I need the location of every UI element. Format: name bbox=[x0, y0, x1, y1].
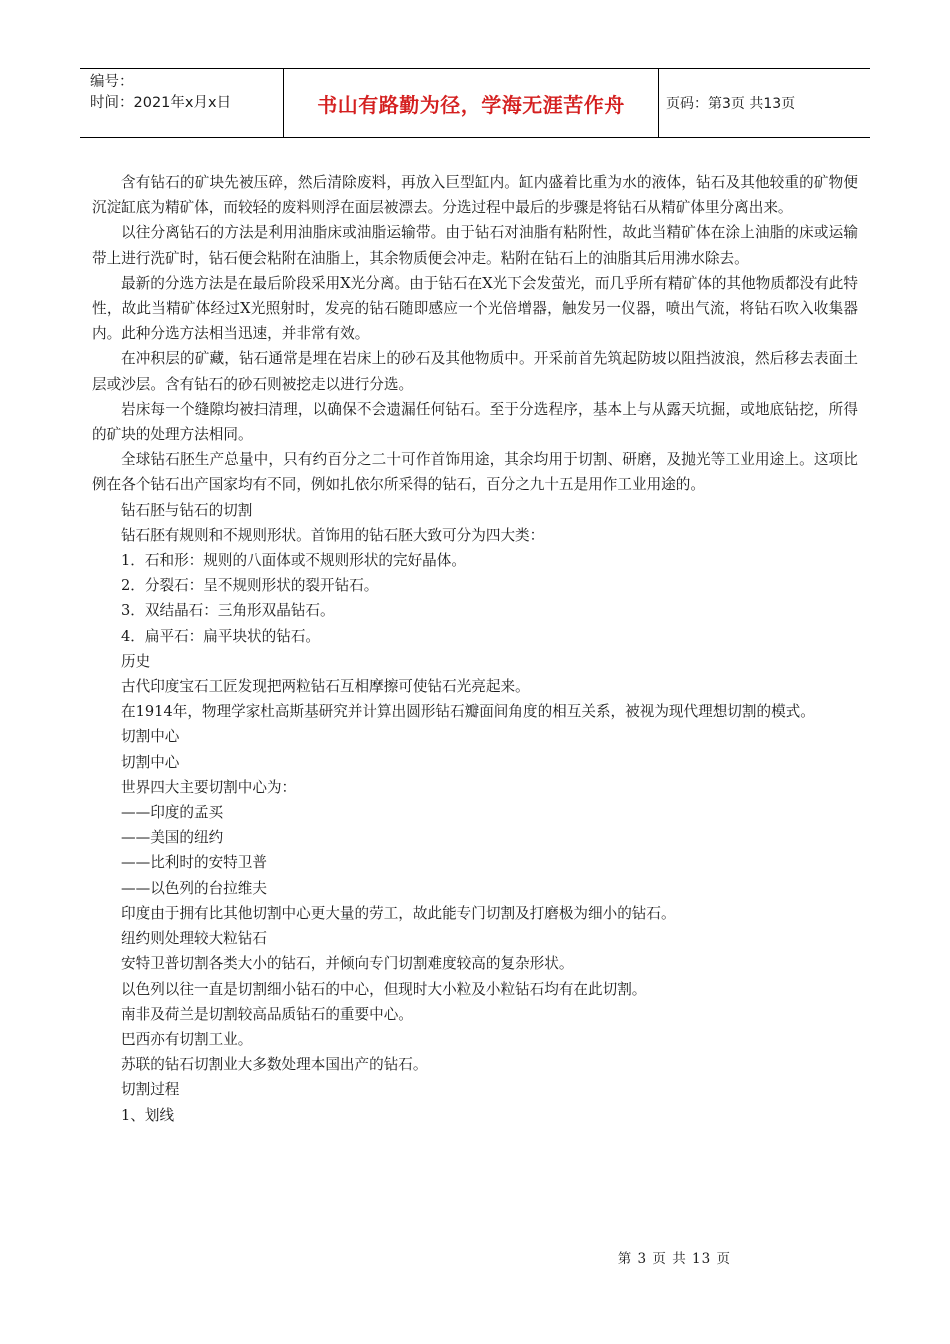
page-footer-number: 第 3 页 共 13 页 bbox=[617, 1251, 731, 1267]
document-body bbox=[92, 170, 858, 1128]
body-paragraph: 岩床每一个缝隙均被扫清理，以确保不会遗漏任何钻石。至于分选程序，基本上与从露天坑掘，或地底钻挖，所得的矿块的处理方法相同。 bbox=[92, 400, 858, 444]
body-paragraph: 切割中心 bbox=[121, 728, 180, 746]
body-paragraph: 巴西亦有切割工业。 bbox=[121, 1030, 253, 1048]
body-paragraph: 含有钻石的矿块先被压碎，然后清除废料，再放入巨型缸内。缸内盛着比重为水的液体，钻石及其他较重的矿物便沉淀缸底为精矿体，而较轻的废料则浮在面层被漂去。分选过程中最后的步骤是将钻石从精矿体里分离出来。 bbox=[92, 174, 858, 217]
body-paragraph: 在1914年，物理学家杜高斯基研究并计算出圆形钻石瓣面间角度的相互关系，被视为现代理想切割的模式。 bbox=[121, 703, 815, 721]
body-paragraph: 世界四大主要切割中心为： bbox=[121, 778, 297, 796]
body-paragraph: 印度由于拥有比其他切割中心更大量的劳工，故此能专门切割及打磨极为细小的钻石。 bbox=[121, 904, 676, 922]
body-paragraph: 以色列以往一直是切割细小钻石的中心，但现时大小粒及小粒钻石均有在此切割。 bbox=[121, 980, 647, 998]
header-page-info: 页码：第3页 共13页 bbox=[666, 96, 796, 112]
body-paragraph: 3．双结晶石：三角形双晶钻石。 bbox=[121, 602, 335, 620]
body-paragraph: 4．扁平石：扁平块状的钻石。 bbox=[121, 627, 321, 645]
body-paragraph: ——印度的孟买 bbox=[121, 804, 224, 822]
body-paragraph: 安特卫普切割各类大小的钻石，并倾向专门切割难度较高的复杂形状。 bbox=[121, 955, 574, 973]
body-paragraph: 钻石胚与钻石的切割 bbox=[121, 501, 253, 519]
body-paragraph: 切割中心 bbox=[121, 753, 180, 771]
body-paragraph: 钻石胚有规则和不规则形状。首饰用的钻石胚大致可分为四大类： bbox=[121, 526, 545, 544]
body-paragraph: 1．石和形：规则的八面体或不规则形状的完好晶体。 bbox=[121, 552, 466, 570]
body-paragraph: ——以色列的台拉维夫 bbox=[121, 879, 267, 897]
document-code-label: 编号： bbox=[90, 74, 134, 90]
body-paragraph: 以往分离钻石的方法是利用油脂床或油脂运输带。由于钻石对油脂有粘附性，故此当精矿体在涂上油脂的床或运输带上进行洗矿时，钻石便会粘附在油脂上，其余物质便会冲走。粘附在钻石上的油脂其后用沸水除去。 bbox=[92, 224, 858, 267]
body-paragraph: 切割过程 bbox=[121, 1081, 180, 1099]
body-paragraph: 南非及荷兰是切割较高品质钻石的重要中心。 bbox=[121, 1005, 413, 1023]
header-meta bbox=[80, 69, 283, 137]
body-paragraph: 全球钻石胚生产总量中，只有约百分之二十可作首饰用途，其余均用于切割、研磨，及抛光等工业用途上。这项比例在各个钻石出产国家均有不同，例如扎依尔所采得的钻石，百分之九十五是用作工业用途的。 bbox=[92, 451, 858, 494]
document-time-label: 时间：2021年x月x日 bbox=[90, 95, 232, 111]
body-paragraph: 1、划线 bbox=[121, 1106, 175, 1124]
header-motto: 书山有路勤为径，学海无涯苦作舟 bbox=[283, 69, 659, 137]
body-paragraph: ——比利时的安特卫普 bbox=[121, 854, 267, 872]
page-header bbox=[80, 68, 870, 138]
body-paragraph: 纽约则处理较大粒钻石 bbox=[121, 930, 267, 948]
body-paragraph: 历史 bbox=[121, 652, 151, 670]
body-paragraph: 苏联的钻石切割业大多数处理本国出产的钻石。 bbox=[121, 1056, 428, 1074]
body-paragraph: 在冲积层的矿藏，钻石通常是埋在岩床上的砂石及其他物质中。开采前首先筑起防坡以阻挡波浪，然后移去表面土层或沙层。含有钻石的砂石则被挖走以进行分选。 bbox=[92, 350, 858, 393]
body-paragraph: 2．分裂石：呈不规则形状的裂开钻石。 bbox=[121, 577, 379, 595]
body-paragraph: 最新的分选方法是在最后阶段采用X光分离。由于钻石在X光下会发萤光，而几乎所有精矿体的其他物质都没有此特性，故此当精矿体经过X光照射时，发亮的钻石随即感应一个光倍增器，触发另一仪器，喷出气流，将钻石吹入收集器内。此种分选方法相当迅速，并非常有效。 bbox=[92, 274, 858, 343]
body-paragraph: 古代印度宝石工匠发现把两粒钻石互相摩擦可使钻石光亮起来。 bbox=[121, 678, 530, 696]
body-paragraph: ——美国的纽约 bbox=[121, 829, 224, 847]
